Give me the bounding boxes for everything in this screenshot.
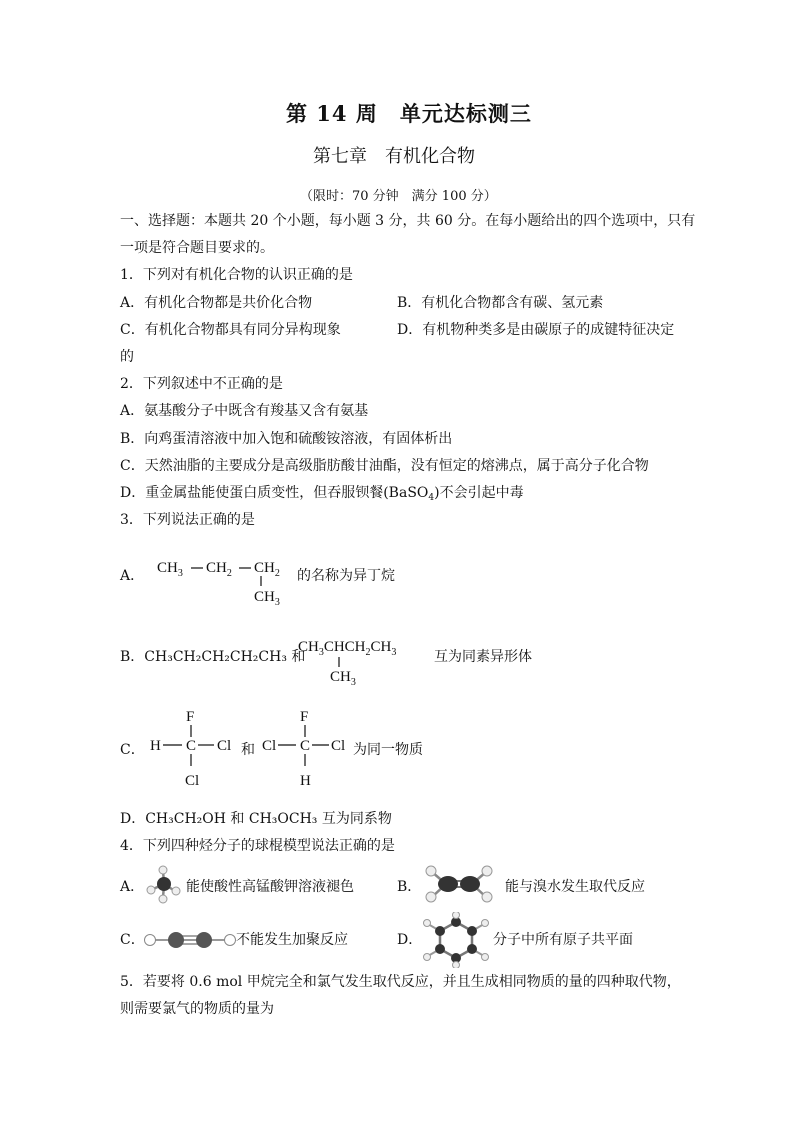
q3-option-c-structure-1 <box>148 705 240 793</box>
svg-text:F: F <box>186 709 195 725</box>
ethylene-ball-stick-model <box>420 864 498 904</box>
svg-text:Cl: Cl <box>185 773 200 789</box>
q1-stem: 1．下列对有机化合物的认识正确的是 <box>120 267 353 283</box>
q1-option-c: C．有机化合物都具有同分异构现象 <box>120 322 341 338</box>
q3-stem: 3．下列说法正确的是 <box>120 512 255 528</box>
q4-option-b-label: B． <box>397 879 422 895</box>
svg-text:CH2: $CH_2$ <box>206 560 232 579</box>
svg-text:CH2: $CH_2$ <box>254 560 280 579</box>
chapter-title: 第七章 有机化合物 <box>313 146 475 167</box>
q4-option-d-text: 分子中所有原子共平面 <box>493 932 633 948</box>
section-intro-line1: 一、选择题：本题共 20 个小题，每小题 3 分，共 60 分。在每小题给出的四个选项中，只有 <box>120 213 696 229</box>
svg-text:C: C <box>186 738 197 754</box>
q2-stem: 2．下列叙述中不正确的是 <box>120 376 283 392</box>
q2-option-a: A．氨基酸分子中既含有羧基又含有氨基 <box>120 403 369 419</box>
q3-option-c-text: 为同一物质 <box>353 742 423 758</box>
methane-ball-stick-model <box>146 864 182 904</box>
q3-option-b-label: B．CH₃CH₂CH₂CH₂CH₃ 和 <box>120 649 306 665</box>
q1-option-d-continued: 的 <box>120 349 134 365</box>
svg-text:CH3CHCH2CH3: $CH_3CHCH_2CH_3$ <box>298 639 397 658</box>
svg-text:H: H <box>150 738 161 754</box>
q2-option-c: C．天然油脂的主要成分是高级脂肪酸甘油酯，没有恒定的熔沸点，属于高分子化合物 <box>120 458 649 474</box>
q2-option-d: D．重金属盐能使蛋白质变性，但吞服钡餐(BaSO$_4$)不会引起中毒 <box>120 485 524 503</box>
q3-option-c-label: C． <box>120 742 145 758</box>
q4-stem: 4．下列四种烃分子的球棍模型说法正确的是 <box>120 838 395 854</box>
q1-option-b: B．有机化合物都含有碳、氢元素 <box>397 295 604 311</box>
q5-line1: 5．若要将 0.6 mol 甲烷完全和氯气发生取代反应，并且生成相同物质的量的四种取代物， <box>120 974 681 990</box>
page-title: 第 14 周 单元达标测三 <box>286 101 532 126</box>
svg-text:CH3: $CH_3$ <box>157 560 183 579</box>
q3-option-a-label: A． <box>120 568 145 584</box>
q4-option-b-text: 能与溴水发生取代反应 <box>505 879 645 895</box>
q4-option-d-label: D． <box>397 932 423 948</box>
svg-text:CH3: $CH_3$ <box>330 669 356 688</box>
svg-text:CH3: $CH_3$ <box>254 589 280 608</box>
q1-option-a: A．有机化合物都是共价化合物 <box>120 295 313 311</box>
benzene-ball-stick-model <box>420 912 492 968</box>
q3-option-c-and: 和 <box>241 742 255 758</box>
time-score-limits: （限时：70 分钟 满分 100 分） <box>300 189 497 204</box>
q3-option-a-structure <box>156 552 288 608</box>
svg-text:C: C <box>300 738 311 754</box>
q4-option-c-label: C． <box>120 932 145 948</box>
q3-option-c-structure-2 <box>260 705 352 793</box>
q5-line2: 则需要氯气的物质的量为 <box>120 1001 274 1017</box>
svg-text:Cl: Cl <box>217 738 232 754</box>
svg-text:H: H <box>300 773 311 789</box>
svg-text:Cl: Cl <box>331 738 346 754</box>
acetylene-ball-stick-model <box>142 928 238 952</box>
q1-option-d: D．有机物种类多是由碳原子的成键特征决定 <box>397 322 675 338</box>
q4-option-c-text: 不能发生加聚反应 <box>236 932 348 948</box>
svg-text:Cl: Cl <box>262 738 277 754</box>
q3-option-d: D．CH₃CH₂OH 和 CH₃OCH₃ 互为同系物 <box>120 811 392 827</box>
svg-text:F: F <box>300 709 309 725</box>
q3-option-a-text: 的名称为异丁烷 <box>297 568 395 584</box>
q3-option-b-text: 互为同素异形体 <box>434 649 532 665</box>
q4-option-a-text: 能使酸性高锰酸钾溶液褪色 <box>186 879 354 895</box>
section-intro-line2: 一项是符合题目要求的。 <box>120 240 274 256</box>
q2-option-b: B．向鸡蛋清溶液中加入饱和硫酸铵溶液，有固体析出 <box>120 431 453 447</box>
q3-option-b-structure <box>296 632 422 688</box>
q4-option-a-label: A． <box>120 879 145 895</box>
